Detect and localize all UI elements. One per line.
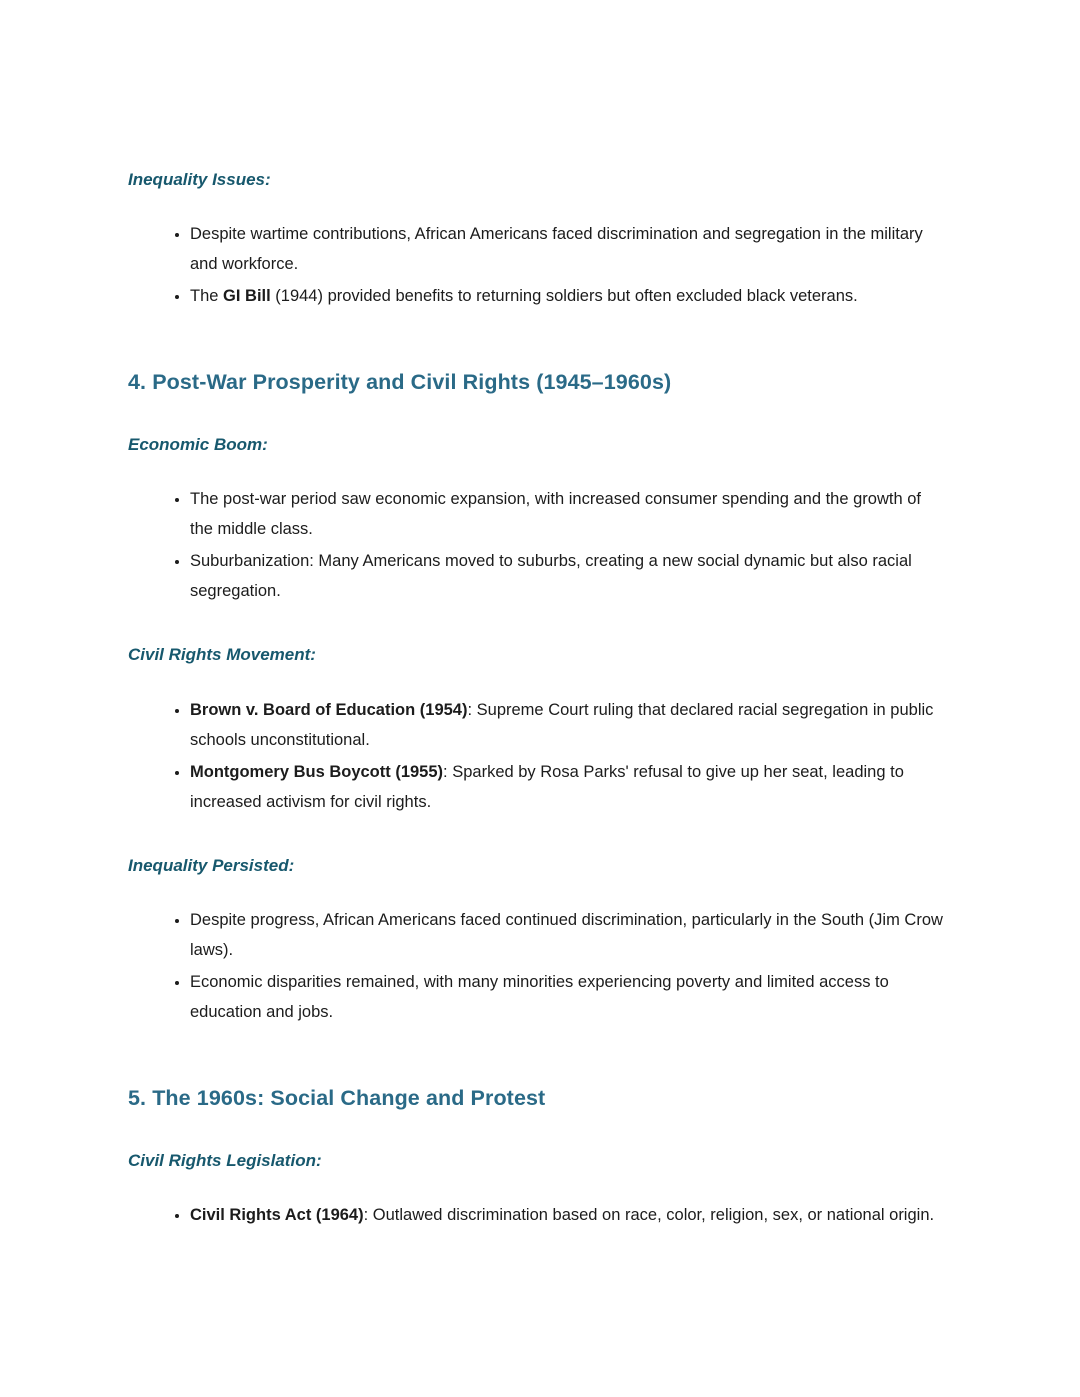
bold-text-segment: Brown v. Board of Education (1954) xyxy=(190,700,468,719)
text-segment: The post-war period saw economic expansion, with increased consumer spending and the growth of the middle class. xyxy=(190,490,921,539)
bullet-item xyxy=(190,546,948,606)
bullet-list xyxy=(128,695,948,817)
bullet-item xyxy=(190,484,948,544)
sub-heading: Civil Rights Legislation: xyxy=(128,1150,322,1170)
text-segment: Suburbanization: Many Americans moved to suburbs, creating a new social dynamic but also racial segregation. xyxy=(190,552,912,601)
text-segment: Economic disparities remained, with many minorities experiencing poverty and limited access to education and jobs. xyxy=(190,972,889,1021)
text-segment: : Sparked by Rosa Parks' refusal to give up her seat, leading to increased activism for civil rights. xyxy=(190,762,904,811)
sub-heading: Inequality Issues: xyxy=(128,170,271,189)
bullet-item xyxy=(190,1200,948,1230)
sub-heading: Inequality Persisted: xyxy=(128,855,295,875)
bullet-item xyxy=(190,281,948,311)
text-segment: The xyxy=(190,287,224,306)
text-segment: : Supreme Court ruling that declared racial segregation in public schools unconstitutional. xyxy=(190,700,934,749)
section-heading: 4. Post-War Prosperity and Civil Rights (1945–1960s) xyxy=(128,370,672,395)
text-segment: Despite wartime contributions, African Americans faced discrimination and segregation in the military and workforce. xyxy=(190,225,923,274)
bullet-item xyxy=(190,905,948,965)
sub-heading: Economic Boom: xyxy=(128,435,268,455)
bold-text-segment: Civil Rights Act (1964) xyxy=(190,1206,364,1224)
sub-heading: Civil Rights Movement: xyxy=(128,645,316,665)
bold-text-segment: Montgomery Bus Boycott (1955) xyxy=(190,762,444,781)
bullet-list xyxy=(128,484,948,606)
bullet-item xyxy=(190,695,948,755)
text-segment: : Outlawed discrimination based on race, color, religion, sex, or national origin. xyxy=(363,1206,935,1224)
text-segment: Despite progress, African Americans faced continued discrimination, particularly in the South (Jim Crow laws). xyxy=(190,910,943,959)
bullet-list xyxy=(128,1200,948,1230)
bullet-item xyxy=(190,757,948,817)
document-content xyxy=(128,169,948,1230)
bullet-list xyxy=(128,219,948,311)
bullet-item xyxy=(190,967,948,1027)
section-heading: 5. The 1960s: Social Change and Protest xyxy=(128,1085,546,1110)
bullet-list xyxy=(128,905,948,1027)
bold-text-segment: GI Bill xyxy=(223,287,271,306)
text-segment: (1944) provided benefits to returning soldiers but often excluded black veterans. xyxy=(270,287,858,306)
bullet-item xyxy=(190,219,948,279)
